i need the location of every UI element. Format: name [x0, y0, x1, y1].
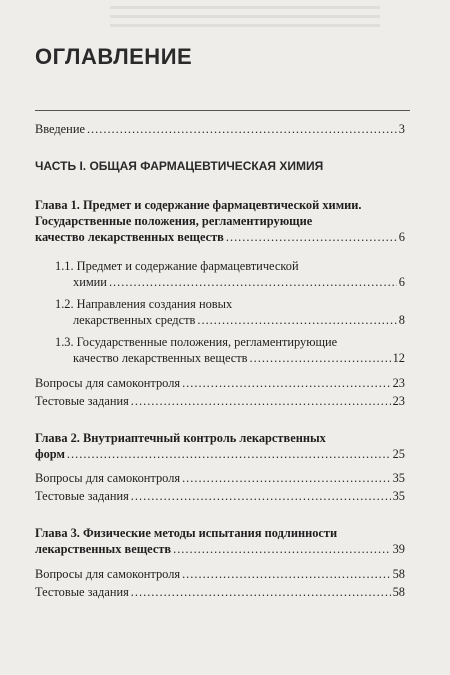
dot-leader — [182, 375, 391, 391]
dot-leader — [173, 541, 391, 557]
dot-leader — [197, 312, 396, 328]
dot-leader — [131, 393, 391, 409]
toc-entry-chapter-3[interactable] — [35, 525, 405, 557]
entry-title: Вопросы для самоконтроля — [35, 471, 181, 485]
entry-title-line: Глава 1. Предмет и содержание фармацевтической химии. — [35, 198, 362, 212]
entry-title-line: 1.2. Направления создания новых — [55, 297, 233, 311]
page-number: 8 — [398, 313, 405, 327]
toc-entry-intro[interactable] — [35, 121, 405, 137]
page-number: 6 — [398, 275, 405, 289]
page-number: 58 — [392, 585, 405, 599]
page-number: 23 — [392, 376, 405, 390]
entry-title: Вопросы для самоконтроля — [35, 567, 181, 581]
page-number: 58 — [392, 567, 405, 581]
page-number: 3 — [398, 122, 405, 136]
entry-title-line: химии — [73, 275, 107, 289]
dot-leader — [109, 274, 397, 290]
entry-title-line: форм — [35, 447, 65, 461]
dot-leader — [131, 488, 391, 504]
entry-title: Тестовые задания — [35, 585, 129, 599]
divider — [35, 110, 410, 111]
toc-entry-tests-2[interactable] — [35, 488, 405, 504]
show-through-text — [0, 0, 450, 30]
entry-title: Тестовые задания — [35, 489, 129, 503]
entry-title: Вопросы для самоконтроля — [35, 376, 181, 390]
toc-entry-section-1-2[interactable] — [55, 296, 405, 328]
entry-title-line: 1.1. Предмет и содержание фармацевтической — [55, 259, 299, 273]
toc-entry-chapter-2[interactable] — [35, 430, 405, 462]
page-title: ОГЛАВЛЕНИЕ — [35, 44, 193, 69]
page-number: 6 — [398, 230, 405, 244]
page-number: 25 — [392, 447, 405, 461]
entry-title-line: Глава 3. Физические методы испытания подлинности — [35, 526, 338, 540]
entry-title-line: Государственные положения, регламентирующие — [35, 214, 313, 228]
toc-entry-questions-3[interactable] — [35, 566, 405, 582]
toc-entry-tests-3[interactable] — [35, 584, 405, 600]
dot-leader — [131, 584, 391, 600]
toc-entry-section-1-3[interactable] — [55, 334, 405, 366]
dot-leader — [250, 350, 391, 366]
toc-entry-questions-2[interactable] — [35, 470, 405, 486]
toc-entry-section-1-1[interactable] — [55, 258, 405, 290]
toc-entry-tests-1[interactable] — [35, 393, 405, 409]
page-number: 39 — [392, 542, 405, 556]
page-number: 35 — [392, 471, 405, 485]
part-title: ЧАСТЬ I. ОБЩАЯ ФАРМАЦЕВТИЧЕСКАЯ ХИМИЯ — [35, 159, 324, 173]
entry-title: Введение — [35, 122, 85, 136]
entry-title: Тестовые задания — [35, 394, 129, 408]
entry-title-line: лекарственных средств — [73, 313, 196, 327]
entry-title-line: лекарственных веществ — [35, 542, 172, 556]
dot-leader — [67, 446, 391, 462]
toc-entry-questions-1[interactable] — [35, 375, 405, 391]
page-number: 35 — [392, 489, 405, 503]
dot-leader — [226, 229, 397, 245]
dot-leader — [182, 566, 391, 582]
toc-entry-chapter-1[interactable] — [35, 197, 405, 245]
entry-title-line: качество лекарственных веществ — [73, 351, 248, 365]
dot-leader — [87, 121, 397, 137]
entry-title-line: качество лекарственных веществ — [35, 230, 224, 244]
entry-title-line: 1.3. Государственные положения, регламентирующие — [55, 335, 338, 349]
page-number: 12 — [392, 351, 405, 365]
entry-title-line: Глава 2. Внутриаптечный контроль лекарственных — [35, 431, 326, 445]
page-number: 23 — [392, 394, 405, 408]
dot-leader — [182, 470, 391, 486]
